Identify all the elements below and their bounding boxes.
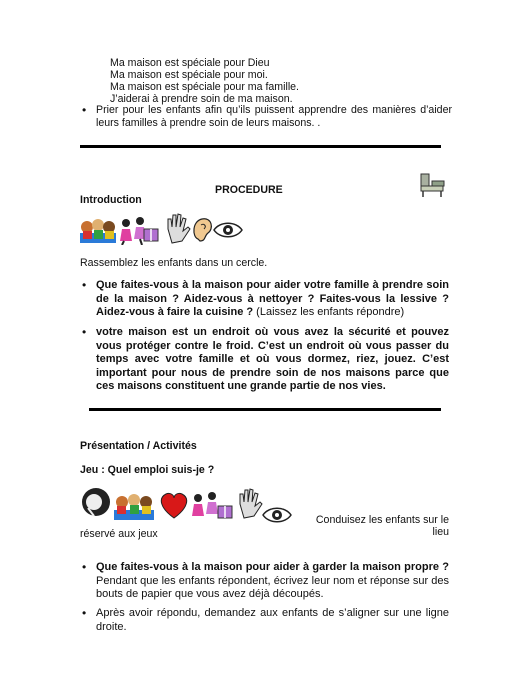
procedure-title: PROCEDURE xyxy=(215,184,283,196)
hand-icon xyxy=(168,214,190,243)
heart-icon xyxy=(161,493,186,518)
activities-icon-row xyxy=(80,486,288,522)
question-1 xyxy=(96,279,449,320)
eye-icon xyxy=(262,506,292,524)
question-2-bold: votre maison est un endroit où vous avez la sécurité et pouvez vous protéger contre le froid. C’est un endroit où vous passer du temps avec votre famille et où vous dormez, riez, jouez. C’est important pour nous de prendre soin de nos maisons parce que ces maisons constituent une grande partie de nos vies. xyxy=(96,326,449,393)
gather-text: Rassemblez les enfants dans un cercle. xyxy=(80,257,268,269)
friends-icon xyxy=(120,217,146,245)
bullet-marker: • xyxy=(82,560,87,574)
poem-line-3: Ma maison est spéciale pour ma famille. xyxy=(110,81,300,93)
poem-line-1: Ma maison est spéciale pour Dieu xyxy=(110,57,270,69)
question-1-bold: Que faites-vous à la maison pour aider votre famille à prendre soin de la maison ? Aidez-vous à nettoyer ? Faites-vous la lessive ? Aidez-vous à faire la cuisine ? xyxy=(96,279,449,319)
question-3 xyxy=(96,561,449,602)
question-3-rest: Pendant que les enfants répondent, écrivez leur nom et réponse sur des bouts de papier que vous avez déjà découpés. xyxy=(96,574,449,601)
question-1-note: (Laissez les enfants répondre) xyxy=(256,306,405,319)
section-divider xyxy=(89,408,441,411)
question-4: Après avoir répondu, demandez aux enfants de s’aligner sur une ligne droite. xyxy=(96,607,449,633)
thinking-head-icon xyxy=(82,488,110,516)
introduction-heading: Introduction xyxy=(80,194,142,206)
bullet-marker: • xyxy=(82,103,87,117)
gift-icon xyxy=(144,229,158,241)
lead-children-text: Conduisez les enfants sur le lieu xyxy=(315,514,449,538)
eye-icon xyxy=(214,223,242,237)
poem-line-2: Ma maison est spéciale pour moi. xyxy=(110,69,268,81)
section-divider xyxy=(80,145,441,148)
intro-icon-row xyxy=(80,213,244,245)
prayer-text: Prier pour les enfants afin qu’ils puissent apprendre des manières d’aider leurs familles à prendre soin de leurs maisons. . xyxy=(96,104,452,129)
bullet-marker: • xyxy=(82,278,87,292)
bullet-marker: • xyxy=(82,325,87,339)
friends-icon xyxy=(192,492,218,516)
gift-icon xyxy=(218,506,232,518)
chair-icon xyxy=(418,172,448,198)
game-area-text: réservé aux jeux xyxy=(80,528,158,540)
children-group-icon xyxy=(114,494,154,520)
question-2 xyxy=(96,326,449,394)
bullet-marker: • xyxy=(82,606,87,620)
ear-icon xyxy=(194,219,211,241)
activities-heading: Présentation / Activités xyxy=(80,440,197,452)
children-group-icon xyxy=(80,219,116,243)
question-3-bold: Que faites-vous à la maison pour aider à garder la maison propre ? xyxy=(96,561,449,573)
hand-icon xyxy=(240,489,262,518)
poem-line-4: J’aiderai à prendre soin de ma maison. xyxy=(110,93,293,105)
game-title: Jeu : Quel emploi suis-je ? xyxy=(80,464,215,476)
